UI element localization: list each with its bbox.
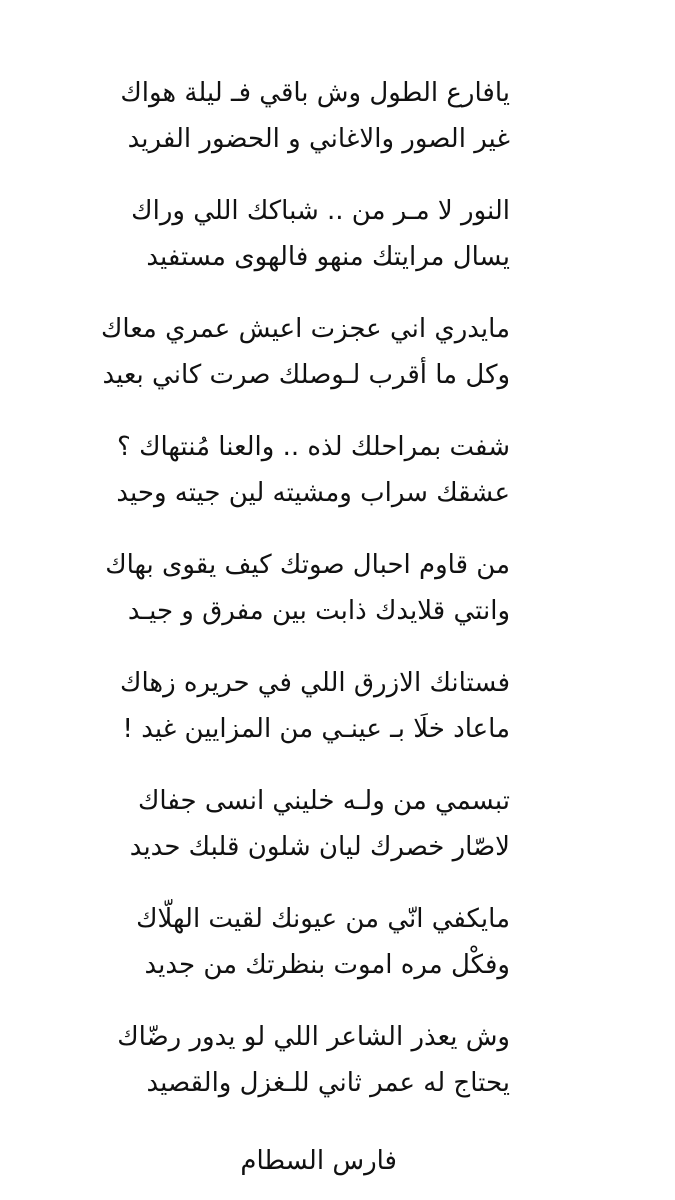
poem-line-text: وانتي قلايدك ذابت بين مفرق و جيـد: [127, 596, 510, 626]
poem-line-text: ماعاد خلَا بـ عينـي من المزايين غيد !: [122, 714, 510, 744]
poem-line-text: النور لا مـر من .. شباكك اللي وراك: [131, 196, 510, 226]
poem-line: [0, 352, 675, 398]
poem-line: [0, 588, 675, 634]
poem: [0, 70, 675, 1132]
poem-line: [0, 706, 675, 752]
poem-line-text: وش يعذر الشاعر اللي لو يدور رضّاك: [117, 1022, 510, 1052]
poem-line: [0, 896, 675, 942]
poem-line-text: تبسمي من ولـه خليني انسى جفاك: [138, 786, 510, 816]
poem-line: [0, 234, 675, 280]
poem-line-text: يافارع الطول وش باقي فـ ليلة هواك: [120, 78, 510, 108]
poem-line: [0, 824, 675, 870]
stanza-1: [0, 70, 675, 188]
stanza-8: [0, 896, 675, 1014]
stanza-7: [0, 778, 675, 896]
poem-line: [0, 1060, 675, 1106]
poem-line-text: شفت بمراحلك لذه .. والعنا مُنتهاك ؟: [117, 432, 510, 462]
poem-line-text: فستانك الازرق اللي في حريره زهاك: [120, 668, 510, 698]
poem-line: [0, 942, 675, 988]
poem-line: [0, 660, 675, 706]
poem-line-text: من قاوم احبال صوتك كيف يقوى بهاك: [105, 550, 510, 580]
poem-line: [0, 470, 675, 516]
poem-line-text: لاصّار خصرك ليان شلون قلبك حديد: [129, 832, 510, 862]
stanza-4: [0, 424, 675, 542]
stanza-5: [0, 542, 675, 660]
stanza-6: [0, 660, 675, 778]
poem-line: [0, 306, 675, 352]
poem-line: [0, 70, 675, 116]
poem-line-text: غير الصور والاغاني و الحضور الفريد: [127, 124, 510, 154]
poem-line-text: مايدري اني عجزت اعيش عمري معاك: [100, 314, 510, 344]
stanza-3: [0, 306, 675, 424]
poem-line: [0, 424, 675, 470]
poem-line-text: وكل ما أقرب لـوصلك صرت كاني بعيد: [102, 360, 510, 390]
poem-line-text: وفكْل مره اموت بنظرتك من جديد: [144, 950, 510, 980]
poem-line: [0, 116, 675, 162]
poem-line-text: مايكفي انّي من عيونك لقيت الهلّاك: [136, 904, 510, 934]
poem-line-text: يسال مرايتك منهو فالهوى مستفيد: [146, 242, 510, 272]
poem-line-text: عشقك سراب ومشيته لين جيته وحيد: [116, 478, 510, 508]
poem-line: [0, 542, 675, 588]
poet-signature: [0, 1138, 675, 1184]
poem-line: [0, 1014, 675, 1060]
poem-line: [0, 188, 675, 234]
stanza-2: [0, 188, 675, 306]
poem-line: [0, 778, 675, 824]
poet-name: فارس السطام: [240, 1146, 397, 1176]
poem-line-text: يحتاج له عمر ثاني للـغزل والقصيد: [146, 1068, 510, 1098]
stanza-9: [0, 1014, 675, 1132]
